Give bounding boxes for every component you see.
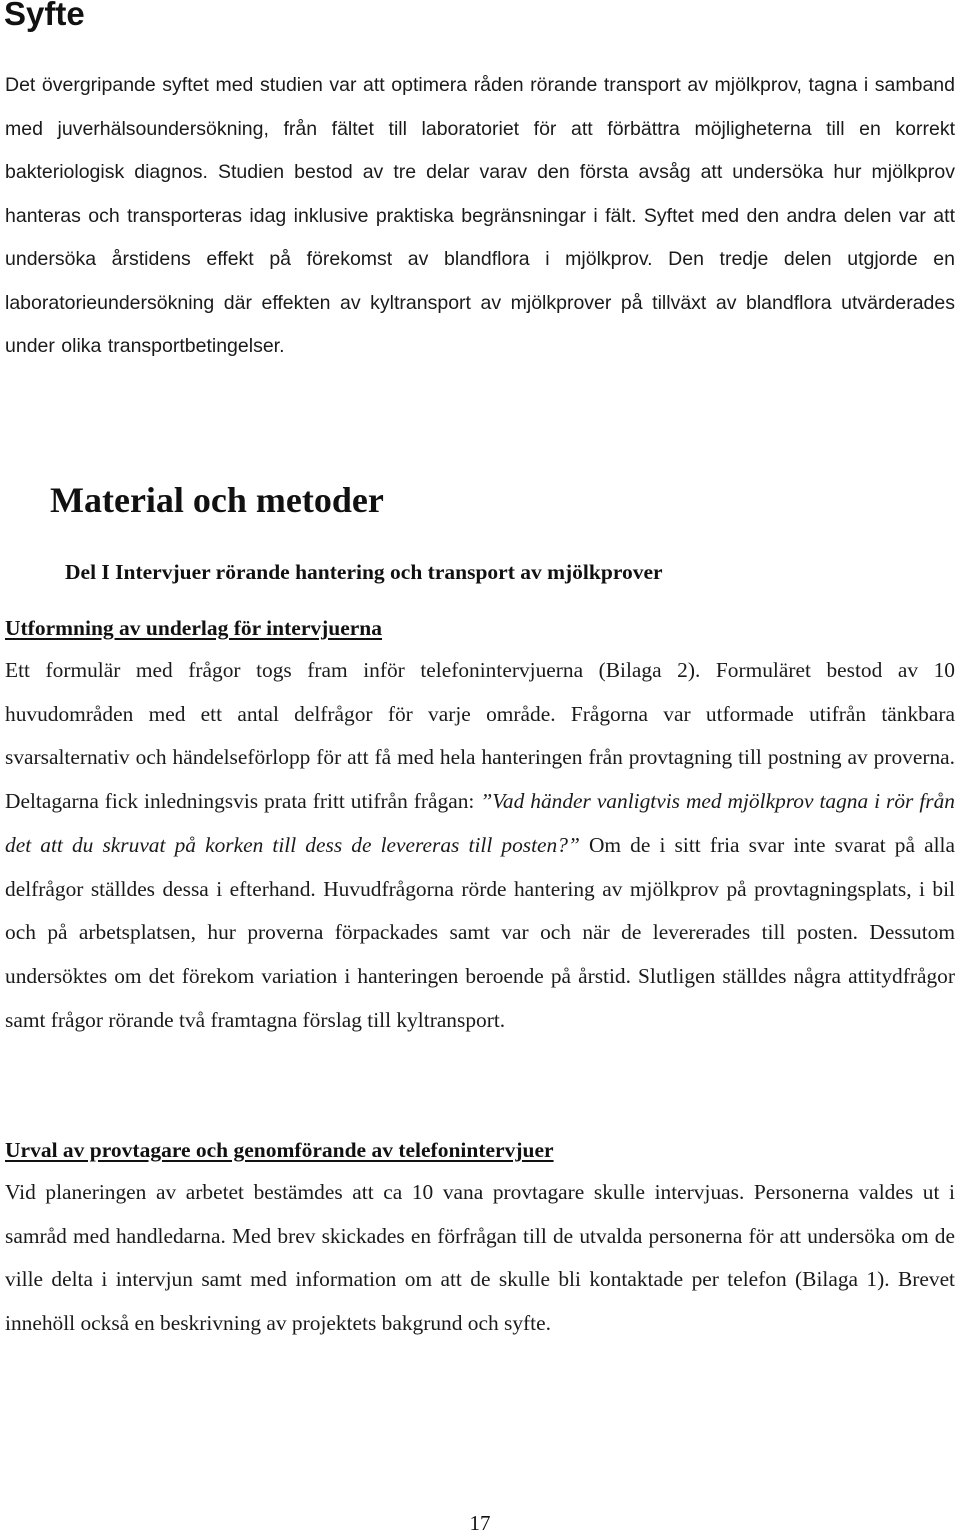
urval-paragraph: Vid planeringen av arbetet bestämdes att ca 10 vana provtagare skulle intervjuas. Personerna valdes ut i samråd med handledarna. Med brev skickades en förfrågan till de utvalda personerna för att undersöka om de ville delta i intervjun samt med information om att de skulle bli kontaktade per telefon (Bilaga 1). Brevet innehöll också en beskrivning av projektets bakgrund och syfte. bbox=[5, 1180, 955, 1336]
utformning-text-before: Ett formulär med frågor togs fram inför telefonintervjuerna (Bilaga 2). Formuläret bestod av 10 huvudområden med ett antal delfrågor för varje område. Frågorna var utformade utifrån tänkbara svarsalternativ och händelseförlopp för att få med hela hanteringen från provtagning till postning av proverna. Deltagarna fick inledningsvis prata fritt utifrån frågan: bbox=[5, 658, 955, 814]
syfte-paragraph: Det övergripande syftet med studien var att optimera råden rörande transport av mjölkprov, tagna i samband med juverhälsoundersökning, från fältet till laboratoriet för att förbättra möjligheterna till en korrekt bakteriologisk diagnos. Studien bestod av tre delar varav den första avsåg att undersöka hur mjölkprov hanteras och transporteras idag inklusive praktiska begränsningar i fält. Syftet med den andra delen var att undersöka årstidens effekt på förekomst av blandflora i mjölkprov. Den tredje delen utgjorde en laboratorieundersökning där effekten av kyltransport av mjölkprover på tillväxt av blandflora utvärderades under olika transportbetingelser. bbox=[5, 74, 955, 357]
page-number: 17 bbox=[469, 1511, 491, 1535]
utformning-quote: ”Vad händer vanligtvis med mjölkprov tagna i rör från det att du skruvat på korken till dess de levereras till posten?” bbox=[5, 789, 955, 857]
heading-utformning: Utformning av underlag för intervjuerna bbox=[5, 616, 383, 640]
utformning-paragraph bbox=[5, 649, 955, 1042]
utformning-text-after: Om de i sitt fria svar inte svarat på alla delfrågor ställdes dessa i efterhand. Huvudfrågorna rörde hantering av mjölkprov på provtagningsplats, i bil och på arbetsplatsen, hur proverna förpackades samt var och när de levererades till posten. Dessutom undersöktes om det förekom variation i hanteringen beroende på årstid. Slutligen ställdes några attitydfrågor samt frågor rörande två framtagna förslag till kyltransport. bbox=[5, 832, 955, 1032]
heading-urval: Urval av provtagare och genomförande av telefonintervjuer bbox=[5, 1138, 554, 1162]
section-heading-syfte: Syfte bbox=[4, 0, 85, 32]
section-heading-material-och-metoder: Material och metoder bbox=[50, 480, 384, 520]
subheading-del-i: Del I Intervjuer rörande hantering och transport av mjölkprover bbox=[65, 560, 663, 584]
